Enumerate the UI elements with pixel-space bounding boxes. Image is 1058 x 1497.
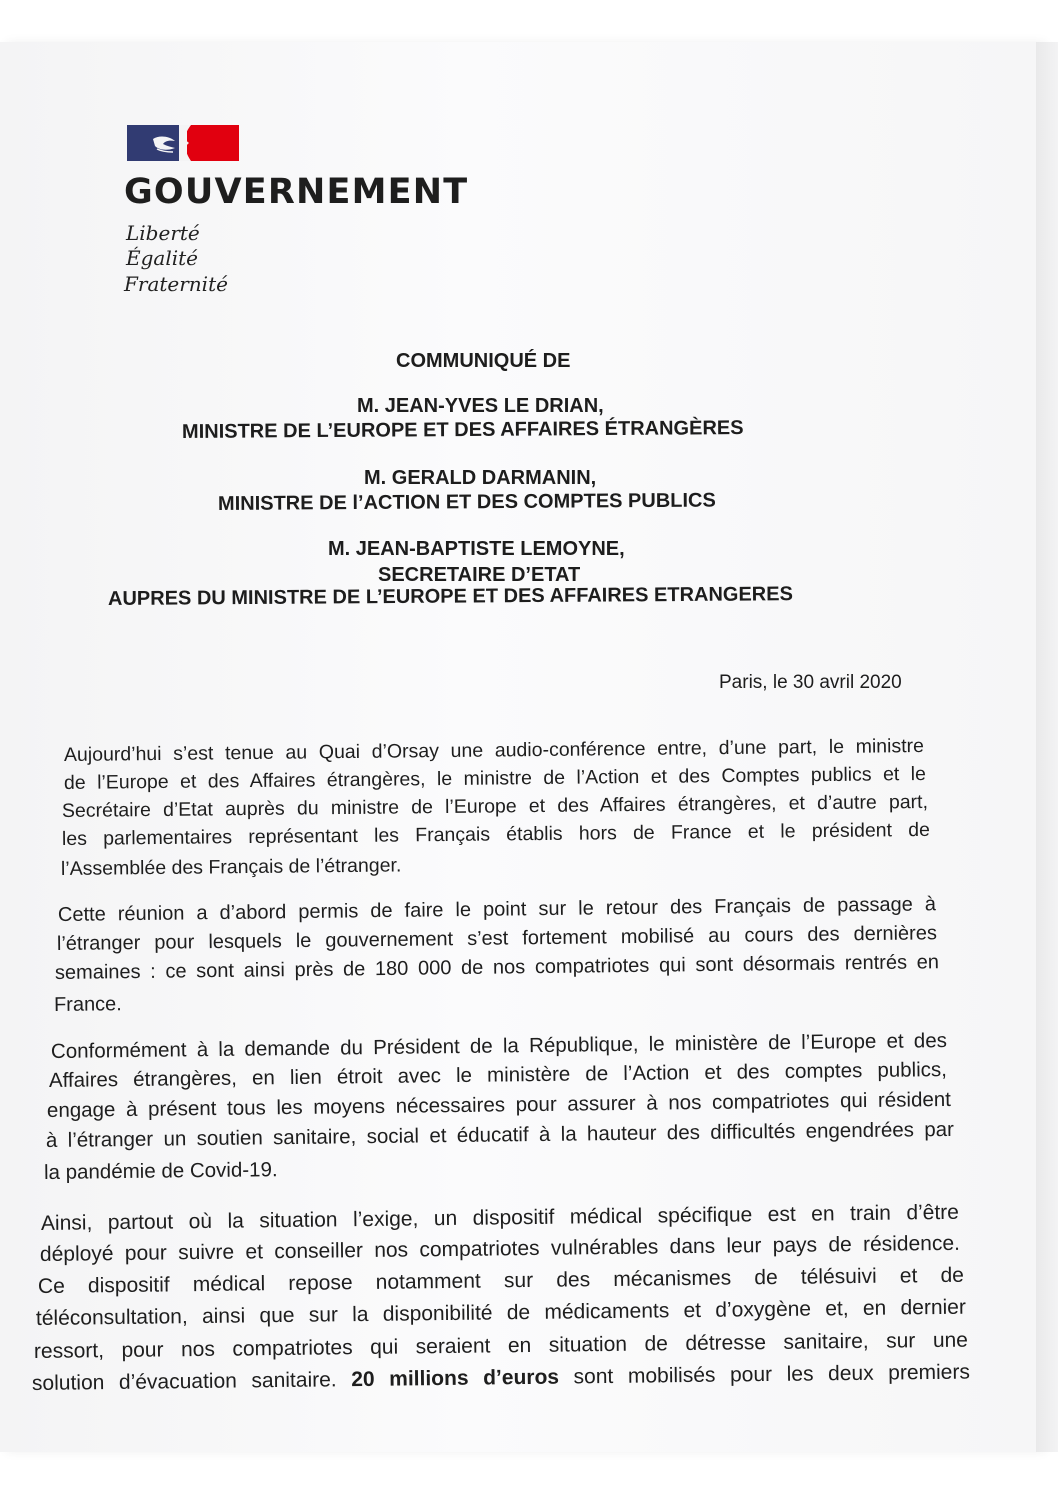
paragraph-line: Aujourd’hui s’est tenue au Quai d’Orsay une audio-conférence entre, d’une part, le ministre bbox=[63, 734, 925, 766]
paragraph-line: Cette réunion a d’abord permis de faire le point sur le retour des Français de passage à bbox=[57, 893, 937, 926]
paragraph-line: France. bbox=[53, 993, 122, 1016]
paragraph-line: Secrétaire d’Etat auprès du ministre de l’Europe et des Affaires étrangères, et d’autre part, bbox=[61, 790, 929, 822]
text-segment: sont mobilisés pour les deux premiers bbox=[558, 1360, 971, 1389]
page-edge bbox=[1036, 42, 1058, 1452]
paragraph-line: ressort, pour nos compatriotes qui seraient en situation de détresse sanitaire, sur une bbox=[33, 1328, 969, 1363]
minister1-title: MINISTRE DE L’EUROPE ET DES AFFAIRES ÉTRANGÈRES bbox=[181, 417, 744, 443]
paragraph-line: Affaires étrangères, en lien étroit avec le ministère de l’Action et des comptes publics, bbox=[48, 1058, 948, 1092]
motto-fraternite: Fraternité bbox=[124, 272, 228, 296]
paragraph-line: Ce dispositif médical repose notamment sur des mécanismes de télésuivi et de bbox=[37, 1263, 965, 1298]
paragraph-line: Ainsi, partout où la situation l’exige, un dispositif médical spécifique est en train d’être bbox=[40, 1200, 960, 1235]
motto-liberte: Liberté bbox=[126, 221, 200, 245]
paragraph-line: l’Assemblée des Français de l’étranger. bbox=[60, 854, 402, 880]
paragraph-line: déployé pour suivre et conseiller nos compatriotes vulnérables dans leur pays de résidence. bbox=[39, 1231, 961, 1266]
paragraph-line: l’étranger pour lesquels le gouvernement s’est fortement mobilisé au cours des dernières bbox=[56, 922, 938, 955]
government-title: GOUVERNEMENT bbox=[124, 172, 469, 212]
date-line: Paris, le 30 avril 2020 bbox=[719, 672, 902, 693]
funding-amount: 20 millions d’euros bbox=[351, 1365, 560, 1392]
minister3-title-line1: SECRETAIRE D’ETAT bbox=[378, 564, 581, 586]
paragraph-line: Conformément à la demande du Président de la République, le ministère de l’Europe et des bbox=[50, 1029, 948, 1063]
text-segment: solution d’évacuation sanitaire. bbox=[31, 1368, 352, 1395]
minister1-name: M. JEAN-YVES LE DRIAN, bbox=[357, 395, 604, 417]
minister3-name: M. JEAN-BAPTISTE LEMOYNE, bbox=[328, 538, 625, 560]
paragraph-line: les parlementaires représentant les Français établis hors de France et le président de bbox=[61, 818, 931, 850]
paragraph-line: téléconsultation, ainsi que sur la disponibilité de médicaments et d’oxygène et, en dernier bbox=[35, 1295, 967, 1330]
paragraph-line: de l’Europe et des Affaires étrangères, le ministre de l’Action et des Comptes publics et le bbox=[63, 762, 927, 794]
paragraph-line: la pandémie de Covid-19. bbox=[43, 1158, 278, 1184]
motto-egalite: Égalité bbox=[126, 246, 198, 270]
page-background bbox=[0, 1452, 1058, 1497]
marianne-logo-icon bbox=[127, 125, 239, 161]
paragraph-line: semaines : ce sont ainsi près de 180 000 de nos compatriotes qui sont désormais rentrés en bbox=[54, 951, 940, 984]
minister3-title-line2: AUPRES DU MINISTRE DE L’EUROPE ET DES AFFAIRES ETRANGERES bbox=[107, 583, 793, 610]
paragraph-line: à l’étranger un soutien sanitaire, social et éducatif à la hauteur des difficultés engendrées par bbox=[45, 1117, 955, 1152]
communique-title: COMMUNIQUÉ DE bbox=[396, 350, 571, 372]
minister2-name: M. GERALD DARMANIN, bbox=[364, 467, 597, 489]
minister2-title: MINISTRE DE l’ACTION ET DES COMPTES PUBLICS bbox=[217, 489, 716, 515]
paragraph-line: engage à présent tous les moyens nécessaires pour assurer à nos compatriotes qui résident bbox=[46, 1087, 952, 1122]
